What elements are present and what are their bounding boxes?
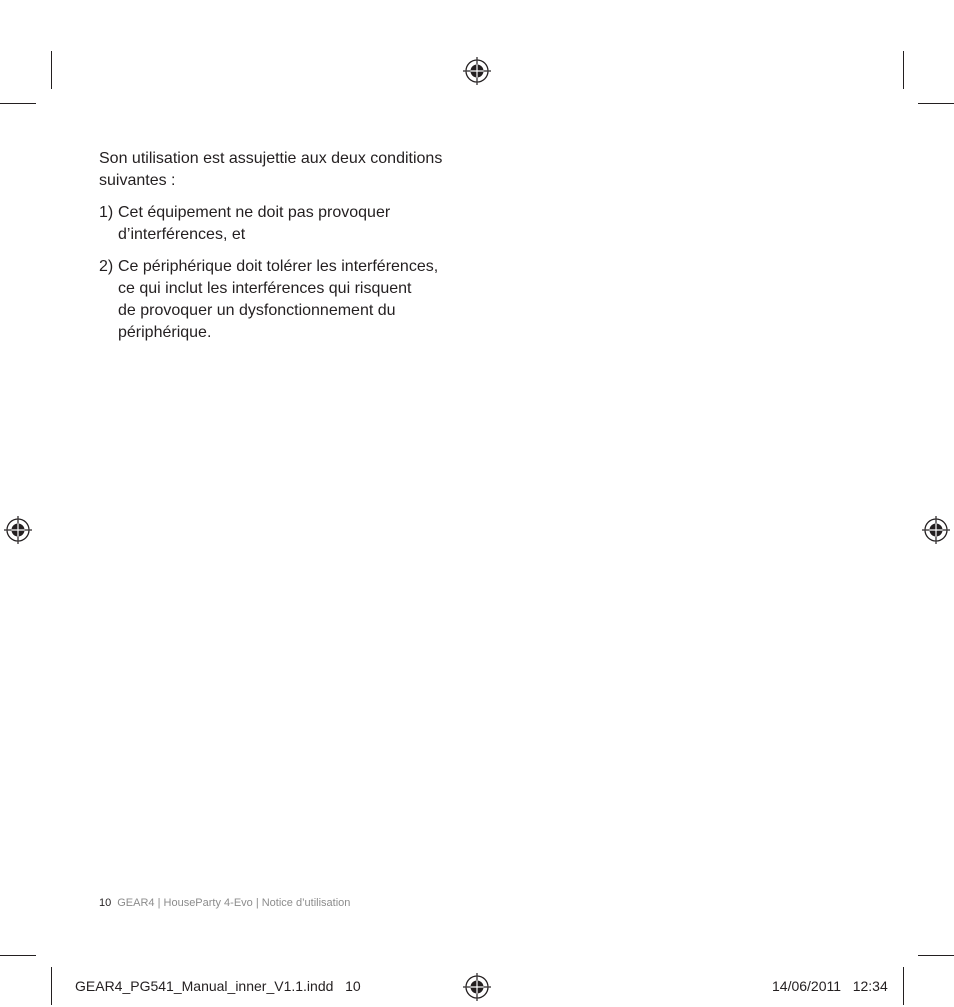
crop-mark-top-left-vertical bbox=[51, 51, 52, 89]
body-text bbox=[99, 148, 479, 354]
registration-mark-icon bbox=[921, 515, 951, 545]
footer-title: GEAR4 | HouseParty 4-Evo | Notice d’utilisation bbox=[117, 897, 351, 909]
condition-line: Cet équipement ne doit pas provoquer bbox=[118, 204, 391, 221]
registration-mark-icon bbox=[462, 972, 492, 1002]
condition-line: de provoquer un dysfonctionnement du bbox=[118, 302, 396, 319]
condition-item bbox=[99, 256, 479, 344]
page-number: 10 bbox=[99, 897, 112, 909]
crop-mark-top-right-horizontal bbox=[918, 103, 954, 104]
condition-line: d’interférences, et bbox=[118, 226, 246, 243]
condition-line: ce qui inclut les interférences qui risquent bbox=[118, 280, 412, 297]
registration-mark-icon bbox=[3, 515, 33, 545]
page-footer bbox=[99, 896, 350, 910]
condition-number: 2) bbox=[99, 258, 114, 275]
slug-file-name: GEAR4_PG541_Manual_inner_V1.1.indd 10 bbox=[75, 978, 361, 994]
intro-paragraph bbox=[99, 148, 479, 192]
slug-date-time: 14/06/2011 12:34 bbox=[772, 978, 888, 994]
intro-line: Son utilisation est assujettie aux deux conditions bbox=[99, 150, 443, 167]
registration-mark-icon bbox=[462, 56, 492, 86]
condition-item bbox=[99, 202, 479, 246]
crop-mark-top-right-vertical bbox=[903, 51, 904, 89]
condition-line: périphérique. bbox=[118, 324, 212, 341]
crop-mark-bottom-right-horizontal bbox=[918, 955, 954, 956]
condition-number: 1) bbox=[99, 204, 114, 221]
crop-mark-bottom-right-vertical bbox=[903, 967, 904, 1005]
intro-line: suivantes : bbox=[99, 172, 176, 189]
crop-mark-bottom-left-vertical bbox=[51, 967, 52, 1005]
crop-mark-top-left-horizontal bbox=[0, 103, 36, 104]
crop-mark-bottom-left-horizontal bbox=[0, 955, 36, 956]
condition-line: Ce périphérique doit tolérer les interférences, bbox=[118, 258, 439, 275]
